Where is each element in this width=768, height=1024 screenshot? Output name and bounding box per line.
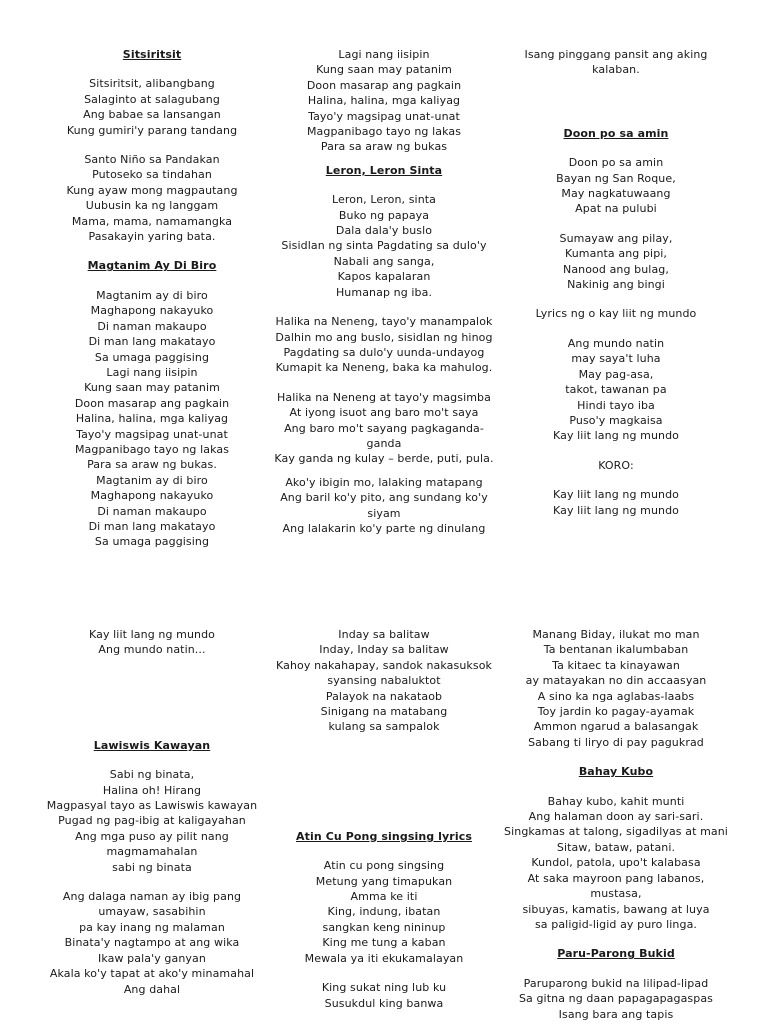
lyric-line: Mama, mama, namamangka xyxy=(71,214,233,228)
lyric-line: King sukat ning lub ku xyxy=(321,981,447,995)
lyric-line: Maghapong nakayuko xyxy=(90,304,214,318)
lyric-line: Nanood ang bulag, xyxy=(562,262,669,276)
verse xyxy=(264,980,504,1011)
lyric-line: Pasakayin yaring bata. xyxy=(88,230,216,244)
lyric-line: Ang mga puso ay pilit nang xyxy=(75,829,229,843)
lyric-line: Magpasyal tayo as Lawiswis kawayan xyxy=(46,799,258,813)
lyric-line: King, indung, ibatan xyxy=(327,905,441,919)
lyric-line: umayaw, sasabihin xyxy=(98,905,206,919)
verse xyxy=(264,314,504,376)
lyric-line: At saka mayroon pang labanos, xyxy=(527,871,705,885)
lyric-line: kulang sa sampalok xyxy=(328,720,440,734)
lyric-line: Halina oh! Hirang xyxy=(102,783,202,797)
lyric-line: Kung saan may patanim xyxy=(316,63,452,77)
lyric-line: Amma ke iti xyxy=(350,890,418,904)
lyric-line: Sa umaga paggising xyxy=(94,535,210,549)
verse xyxy=(32,288,272,550)
lyric-line: Ikaw pala'y ganyan xyxy=(98,951,206,965)
lyric-line: Kung gumiri'y parang tandang xyxy=(66,123,238,137)
verse xyxy=(32,76,272,138)
lyric-line: Sisidlan ng sinta Pagdating sa dulo'y xyxy=(281,239,487,253)
lyric-line: takot, tawanan pa xyxy=(565,383,667,397)
lyric-line: Akala ko'y tapat at ako'y minamahal xyxy=(49,967,255,981)
verse xyxy=(496,627,736,750)
lyric-line: Kundol, patola, upo't kalabasa xyxy=(531,856,701,870)
lyric-line: Sabang ti liryo di pay pagukrad xyxy=(528,735,704,749)
lyric-line: Manang Biday, ilukat mo man xyxy=(532,628,700,641)
verse xyxy=(496,47,736,78)
lyric-line: A sino ka nga aglabas-laabs xyxy=(537,689,695,703)
lyric-line: Para sa araw ng bukas. xyxy=(87,458,217,472)
lyric-line: Mewala ya iti ekukamalayan xyxy=(304,951,464,965)
lyric-line: Doon masarap ang pagkain xyxy=(306,78,462,92)
verse xyxy=(32,767,272,875)
lyric-line: may saya't luha xyxy=(571,352,661,366)
lyric-line: Uubusin ka ng langgam xyxy=(85,199,219,213)
song-title-bahay-kubo: Bahay Kubo xyxy=(578,765,654,779)
lyric-line: Magpanibago tayo ng lakas xyxy=(306,125,462,139)
lyric-line: Ako'y ibigin mo, lalaking matapang xyxy=(285,475,483,489)
lyric-line: sibuyas, kamatis, bawang at luya xyxy=(522,902,710,916)
song-title-sitsiritsit: Sitsiritsit xyxy=(122,48,182,61)
lyric-line: Singkamas at talong, sigadilyas at mani xyxy=(504,825,728,839)
lyric-line: magmamahalan xyxy=(106,845,198,859)
lyric-line: sangkan keng nininup xyxy=(322,920,446,934)
verse xyxy=(496,231,736,293)
lyric-line: Ta kitaec ta kinayawan xyxy=(552,658,680,672)
lyric-line: Kung ayaw mong magpautang xyxy=(66,183,238,197)
lyric-line: Ang mundo natin xyxy=(567,336,665,350)
lyric-line: Puso'y magkaisa xyxy=(569,413,663,427)
lyric-line: Ang baro mo't sayang pagkaganda- xyxy=(284,421,484,435)
lyric-line: Bayan ng San Roque, xyxy=(556,171,676,185)
lyric-line: Susukdul king banwa xyxy=(324,996,444,1010)
lyric-line: Doon po sa amin xyxy=(568,156,664,170)
lyric-line: Sabi ng binata, xyxy=(109,768,195,782)
lyric-line: Di naman makaupo xyxy=(97,319,207,333)
lyric-line: At iyong isuot ang baro mo't saya xyxy=(289,406,479,420)
lyric-line: Sitaw, bataw, patani. xyxy=(556,840,676,854)
verse xyxy=(264,627,504,735)
lyric-line: Ang lalakarin ko'y parte ng dinulang xyxy=(282,521,486,535)
verse xyxy=(264,390,504,467)
lyric-line: Kahoy nakahapay, sandok nakasuksok xyxy=(276,658,492,672)
lyric-line: May pag-asa, xyxy=(578,367,654,381)
lyric-line: sabi ng binata xyxy=(112,860,192,874)
lyric-line: Isang bara ang tapis xyxy=(558,1007,674,1021)
lyric-line: Magtanim ay di biro xyxy=(96,473,208,487)
lyric-line: Apat na pulubi xyxy=(575,202,657,216)
verse xyxy=(32,889,272,997)
lyric-line: Di naman makaupo xyxy=(97,504,207,518)
page1-column-3 xyxy=(496,47,736,518)
lyric-line: Magtanim ay di biro xyxy=(96,288,208,302)
page2-column-3 xyxy=(496,627,736,1022)
lyric-line: Santo Niño sa Pandakan xyxy=(84,153,220,167)
lyric-line: Paruparong bukid na lilipad-lipad xyxy=(523,976,709,990)
lyric-line: Kumapit ka Neneng, baka ka mahulog. xyxy=(275,361,493,375)
lyric-line: Nabali ang sanga, xyxy=(333,254,435,268)
lyric-line: Bahay kubo, kahit munti xyxy=(547,794,685,808)
lyric-line: siyam xyxy=(367,506,401,520)
lyric-line: King me tung a kaban xyxy=(322,936,446,950)
lyric-line: Kay liit lang ng mundo xyxy=(552,503,679,517)
lyric-line: ganda xyxy=(366,436,402,450)
lyric-line: Para sa araw ng bukas xyxy=(320,140,448,154)
lyric-line: Lagi nang iisipin xyxy=(338,48,430,61)
lyric-line: Di man lang makatayo xyxy=(88,335,216,349)
verse xyxy=(496,976,736,1022)
lyric-line: Ang baril ko'y pito, ang sundang ko'y xyxy=(280,491,488,505)
lyric-line: pa kay inang ng malaman xyxy=(79,920,225,934)
lyric-line: Tayo'y magsipag unat-unat xyxy=(76,427,228,441)
page2-column-2 xyxy=(264,627,504,1011)
lyric-line: Inday sa balitaw xyxy=(338,628,430,641)
lyric-line: kalaban. xyxy=(592,63,640,77)
lyric-line: Tayo'y magsipag unat-unat xyxy=(308,109,460,123)
lyric-line: Halina, halina, mga kaliyag xyxy=(75,412,229,426)
lyric-line: Di man lang makatayo xyxy=(88,519,216,533)
lyric-line: Isang pinggang pansit ang aking xyxy=(524,48,708,61)
lyric-line: Kay liit lang ng mundo xyxy=(88,628,215,641)
lyric-line: Sumayaw ang pilay, xyxy=(559,231,673,245)
lyric-line: ay matayakan no din accaasyan xyxy=(525,674,707,688)
lyric-line: Humanap ng iba. xyxy=(335,285,433,299)
verse xyxy=(264,858,504,966)
verse xyxy=(264,47,504,155)
lyric-line: syansing nabaluktot xyxy=(327,674,441,688)
chorus-label: KORO: xyxy=(598,458,634,472)
lyric-line: Sinigang na matabang xyxy=(320,705,448,719)
lyric-line: Ang halaman doon ay sari-sari. xyxy=(528,810,704,824)
lyric-line: Toy jardin ko pagay-ayamak xyxy=(537,705,695,719)
lyric-line: mustasa, xyxy=(590,887,642,901)
song-title-atin-cu-pong-singsing: Atin Cu Pong singsing lyrics xyxy=(296,829,472,843)
lyric-line: Sa umaga paggising xyxy=(94,350,210,364)
verse xyxy=(32,152,272,244)
lyric-line: Kay liit lang ng mundo xyxy=(552,488,679,502)
lyric-line: Inday, Inday sa balitaw xyxy=(319,643,449,657)
lyric-line: Sa gitna ng daan papagapagaspas xyxy=(518,992,714,1006)
lyric-line: Buko ng papaya xyxy=(338,208,430,222)
song-title-doon-po-sa-amin: Doon po sa amin xyxy=(563,126,669,140)
page1-column-2 xyxy=(264,47,504,536)
lyric-line: Pagdating sa dulo'y uunda-undayog xyxy=(283,345,485,359)
lyric-line: Leron, Leron, sinta xyxy=(331,193,437,207)
song-title-leron: Leron, Leron Sinta xyxy=(325,163,443,177)
song-title-lawiswis: Lawiswis Kawayan xyxy=(93,738,211,752)
lyric-line: Ang mundo natin... xyxy=(98,643,206,657)
lyric-line: Sitsiritsit, alibangbang xyxy=(89,77,215,91)
lyric-line: Ang babae sa lansangan xyxy=(83,108,221,122)
lyric-line: Dala dala'y buslo xyxy=(335,224,433,238)
lyric-line: Kapos kapalaran xyxy=(337,270,431,284)
verse xyxy=(264,192,504,300)
section-heading: Lyrics ng o kay liit ng mundo xyxy=(535,307,697,321)
lyric-line: Ta bentanan ikalumbaban xyxy=(543,643,689,657)
lyric-line: Dalhin mo ang buslo, sisidlan ng hinog xyxy=(275,330,493,344)
lyric-line: Kumanta ang pipi, xyxy=(564,247,668,261)
song-title-magtanim: Magtanim Ay Di Biro xyxy=(87,259,217,273)
lyric-line: Nakinig ang bingi xyxy=(567,278,665,292)
lyric-line: Kay liit lang ng mundo xyxy=(552,429,679,443)
lyric-line: Halina, halina, mga kaliyag xyxy=(307,94,461,108)
lyric-line: sa paligid-ligid ay puro linga. xyxy=(534,917,698,931)
lyric-line: Pugad ng pag-ibig at kaligayahan xyxy=(58,814,246,828)
lyric-line: Halika na Neneng at tayo'y magsimba xyxy=(277,390,491,404)
song-title-paru-parong-bukid: Paru-Parong Bukid xyxy=(557,947,675,961)
lyric-line: Salaginto at salagubang xyxy=(84,92,220,106)
lyric-line: Lagi nang iisipin xyxy=(106,365,198,379)
lyric-line: Kay ganda ng kulay – berde, puti, pula. xyxy=(274,452,494,466)
lyric-line: Putoseko sa tindahan xyxy=(92,168,212,182)
page2-column-1 xyxy=(32,627,272,997)
lyric-line: Magpanibago tayo ng lakas xyxy=(74,442,230,456)
lyric-line: Maghapong nakayuko xyxy=(90,489,214,503)
verse xyxy=(496,155,736,217)
lyric-line: Atin cu pong singsing xyxy=(323,859,445,873)
lyric-line: Doon masarap ang pagkain xyxy=(74,396,230,410)
lyric-line: Ammon ngarud a balasangak xyxy=(533,720,699,734)
lyric-line: Halika na Neneng, tayo'y manampalok xyxy=(275,315,493,329)
lyric-line: Hindi tayo iba xyxy=(577,398,655,412)
lyric-line: Binata'y nagtampo at ang wika xyxy=(64,936,240,950)
verse xyxy=(496,336,736,444)
lyric-line: Kung saan may patanim xyxy=(84,381,220,395)
lyric-line: Ang dalaga naman ay ibig pang xyxy=(62,890,242,904)
lyric-line: Metung yang timapukan xyxy=(315,874,453,888)
lyric-line: May nagkatuwaang xyxy=(561,187,671,201)
lyric-line: Palayok na nakataob xyxy=(325,689,443,703)
verse xyxy=(496,794,736,933)
verse xyxy=(264,475,504,537)
verse xyxy=(496,487,736,518)
lyric-line: Ang dahal xyxy=(123,982,181,996)
page1-column-1 xyxy=(32,47,272,550)
verse xyxy=(32,627,272,658)
